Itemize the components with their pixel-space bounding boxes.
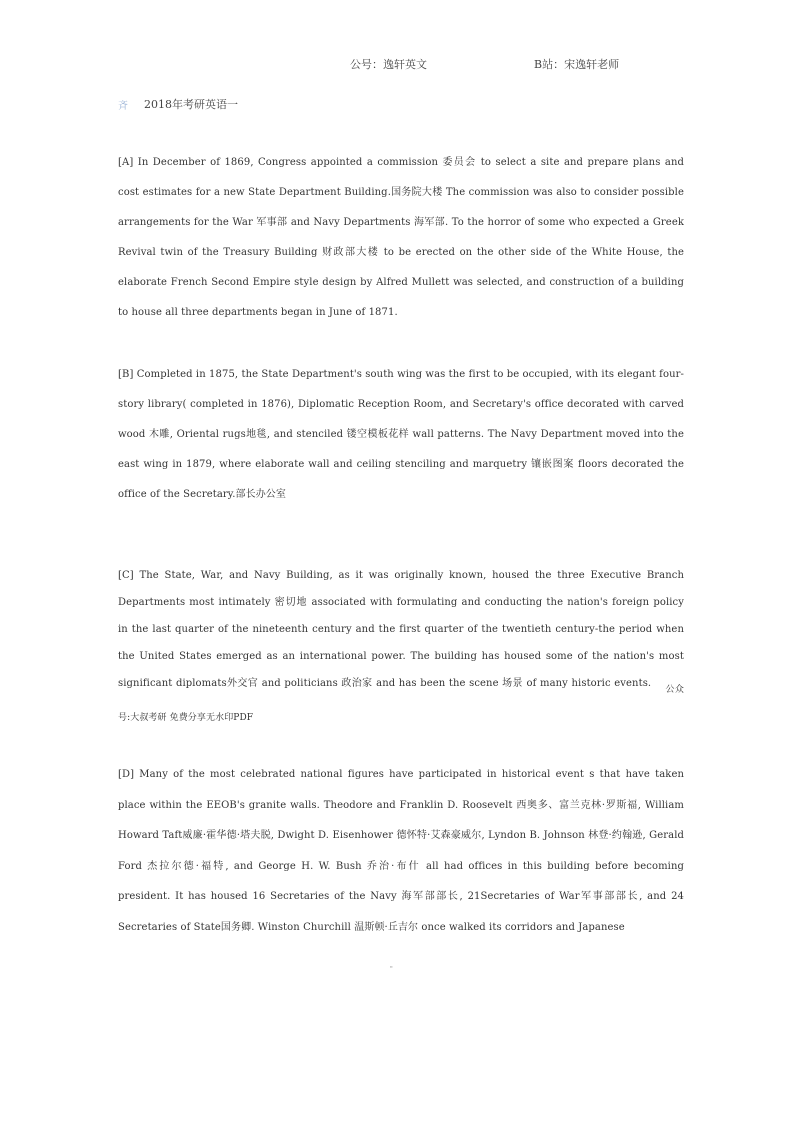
header-left-text: 公号：逸轩英文 [350, 58, 427, 71]
paragraph-a: [A] In December of 1869, Congress appointed a commission 委员会 to select a site and prepare plans and cost estimates for a new State Department Building.国务院大楼 The commission was also to consider possible arrangements for the War 军事部 and Navy Departments 海军部. To the horror of some who expected a Greek Revival twin of the Treasury Building 财政部大楼 to be erected on the other side of the White House, the elaborate French Second Empire style design by Alfred Mullett was selected, and construction of a building to house all three departments began in June of 1871. [118, 157, 684, 318]
paragraph-c-text: [C] The State, War, and Navy Building, as it was originally known, housed the three Executive Branch Departments most intimately 密切地 associated with formulating and conducting the nation's foreign policy in the last quarter of the nineteenth century and the first quarter of the twentieth century-the period when the United States emerged as an international power. The building has housed some of the nation's most significant diplomats外交官 and politicians 政治家 and has been the scene 场景 of many historic events. [118, 570, 684, 689]
header-right-text: B站：宋逸轩老师 [534, 58, 620, 71]
title-row [118, 96, 238, 112]
page-mark: " [390, 966, 393, 973]
paragraph-d: [D] Many of the most celebrated national figures have participated in historical event s that have taken place within the EEOB's granite walls. Theodore and Franklin D. Roosevelt 西奥多、富兰克林·罗斯福, William Howard Taft威廉·霍华德·塔夫脱, Dwight D. Eisenhower 德怀特·艾森豪威尔, Lyndon B. Johnson 林登·约翰逊, Gerald Ford 杰拉尔德·福特, and George H. W. Bush 乔治·布什 all had offices in this building before becoming president. It has housed 16 Secretaries of the Navy 海军部部长, 21Secretaries of War军事部部长, and 24 Secretaries of State国务卿. Winston Churchill 温斯顿·丘吉尔 once walked its corridors and Japanese [118, 769, 684, 933]
bullet-icon: 斉 [118, 100, 128, 112]
paragraph-c [118, 562, 684, 726]
watermark-text: 公众号:大叔考研 免费分享无水印PDF [118, 685, 684, 723]
paragraph-b: [B] Completed in 1875, the State Department's south wing was the first to be occupied, with its elegant four- story library( completed in 1876), Diplomatic Reception Room, and Secretary's office decorated with carved wood 木雕, Oriental rugs地毯, and stenciled 镂空模板花样 wall patterns. The Navy Department moved into the east wing in 1879, where elaborate wall and ceiling stenciling and marquetry 镶嵌图案 floors decorated the office of the Secretary.部长办公室 [118, 369, 684, 500]
doc-title: 2018年考研英语一 [144, 98, 238, 111]
